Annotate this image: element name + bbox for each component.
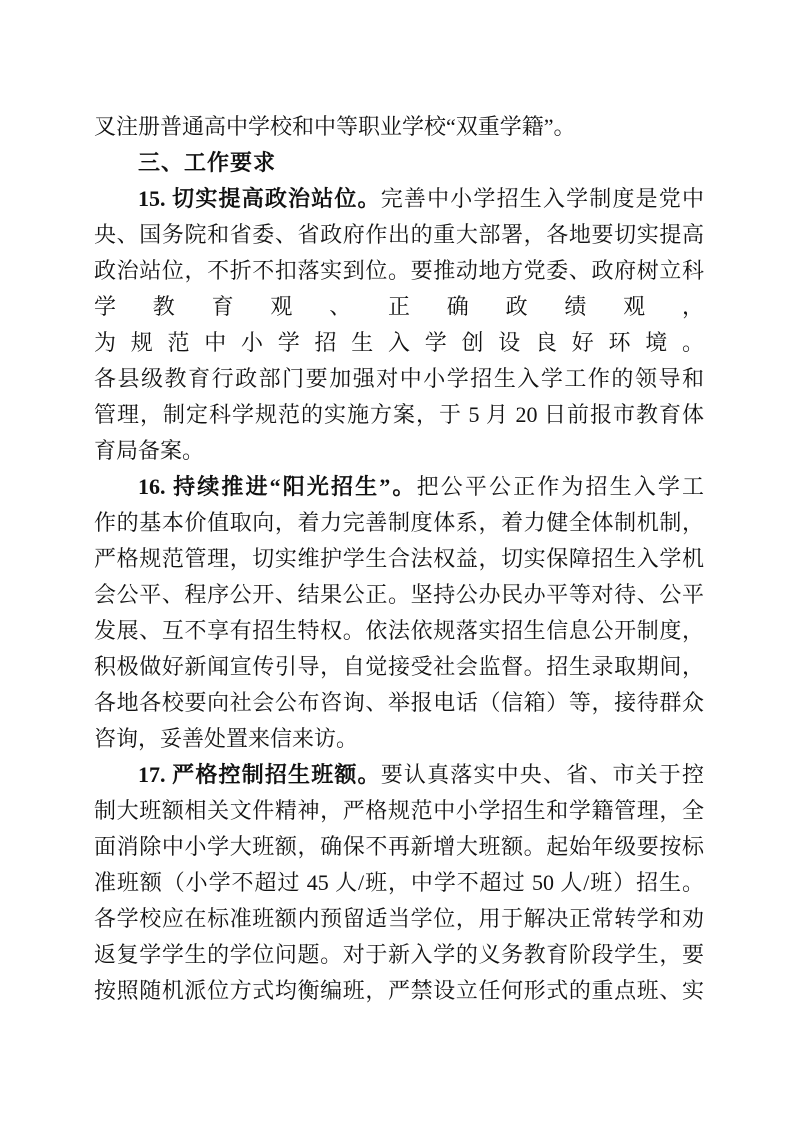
- body-text: 叉注册普通高中学校和中等职业学校“双重学籍”。: [94, 114, 576, 139]
- text-line: [94, 577, 704, 613]
- body-text: 各县级教育行政部门要加强对中小学招生入学工作的领导和: [94, 366, 704, 391]
- body-text: 严格规范管理，切实维护学生合法权益，切实保障招生入学机: [94, 546, 704, 571]
- body-text: 要认真落实中央、省、市关于控: [380, 762, 704, 787]
- bold-lead-text: 15. 切实提高政治站位。: [138, 186, 381, 211]
- bold-lead-text: 17. 严格控制招生班额。: [138, 762, 381, 787]
- body-text: 积极做好新闻宣传引导，自觉接受社会监督。招生录取期间，: [94, 654, 704, 679]
- body-text: 按照随机派位方式均衡编班，严禁设立任何形式的重点班、实: [94, 978, 704, 1003]
- text-line: [94, 361, 704, 397]
- text-line: [94, 469, 704, 505]
- text-line: [94, 505, 704, 541]
- bold-lead-text: 16. 持续推进“阳光招生”。: [138, 474, 417, 499]
- body-text: 育局备案。: [94, 438, 205, 463]
- text-line: [94, 613, 704, 649]
- body-text: 咨询，妥善处置来信来访。: [94, 726, 359, 751]
- body-text: 各地各校要向社会公布咨询、举报电话（信箱）等，接待群众: [94, 690, 704, 715]
- body-text: 管理，制定科学规范的实施方案，于 5 月 20 日前报市教育体: [94, 402, 704, 427]
- body-text: 返复学学生的学位问题。对于新入学的义务教育阶段学生，要: [94, 942, 704, 967]
- bold-lead-text: 三、工作要求: [138, 150, 277, 175]
- text-line: [94, 829, 704, 865]
- body-text: 各学校应在标准班额内预留适当学位，用于解决正常转学和劝: [94, 906, 704, 931]
- text-line: [94, 253, 704, 289]
- body-text: 政治站位，不折不扣落实到位。要推动地方党委、政府树立科: [94, 258, 704, 283]
- text-line: [94, 901, 704, 937]
- text-line: [94, 937, 704, 973]
- body-text: 把公平公正作为招生入学工: [416, 474, 704, 499]
- body-text: 作的基本价值取向，着力完善制度体系，着力健全体制机制，: [94, 510, 704, 535]
- text-line: [94, 865, 704, 901]
- text-line: [94, 397, 704, 433]
- body-text: 制大班额相关文件精神，严格规范中小学招生和学籍管理，全: [94, 798, 704, 823]
- text-line: [94, 181, 704, 217]
- text-line: [94, 289, 704, 361]
- document-text: [94, 109, 704, 1009]
- text-line: [94, 649, 704, 685]
- section-heading: [94, 145, 704, 181]
- body-text: 会公平、程序公开、结果公正。坚持公办民办平等对待、公平: [94, 582, 704, 607]
- text-line: [94, 217, 704, 253]
- body-text: 发展、互不享有招生特权。依法依规落实招生信息公开制度，: [94, 618, 704, 643]
- text-line: [94, 721, 704, 757]
- text-line: [94, 685, 704, 721]
- text-line: [94, 541, 704, 577]
- text-line: [94, 793, 704, 829]
- body-text: 面消除中小学大班额，确保不再新增大班额。起始年级要按标: [94, 834, 704, 859]
- body-text: 学教育观、正确政绩观，为规范中小学招生入学创设良好环境。: [94, 294, 704, 355]
- body-text: 准班额（小学不超过 45 人/班，中学不超过 50 人/班）招生。: [94, 870, 704, 895]
- text-line: [94, 757, 704, 793]
- text-line: [94, 973, 704, 1009]
- body-text: 央、国务院和省委、省政府作出的重大部署，各地要切实提高: [94, 222, 704, 247]
- text-line: [94, 109, 704, 145]
- text-line: [94, 433, 704, 469]
- body-text: 完善中小学招生入学制度是党中: [380, 186, 704, 211]
